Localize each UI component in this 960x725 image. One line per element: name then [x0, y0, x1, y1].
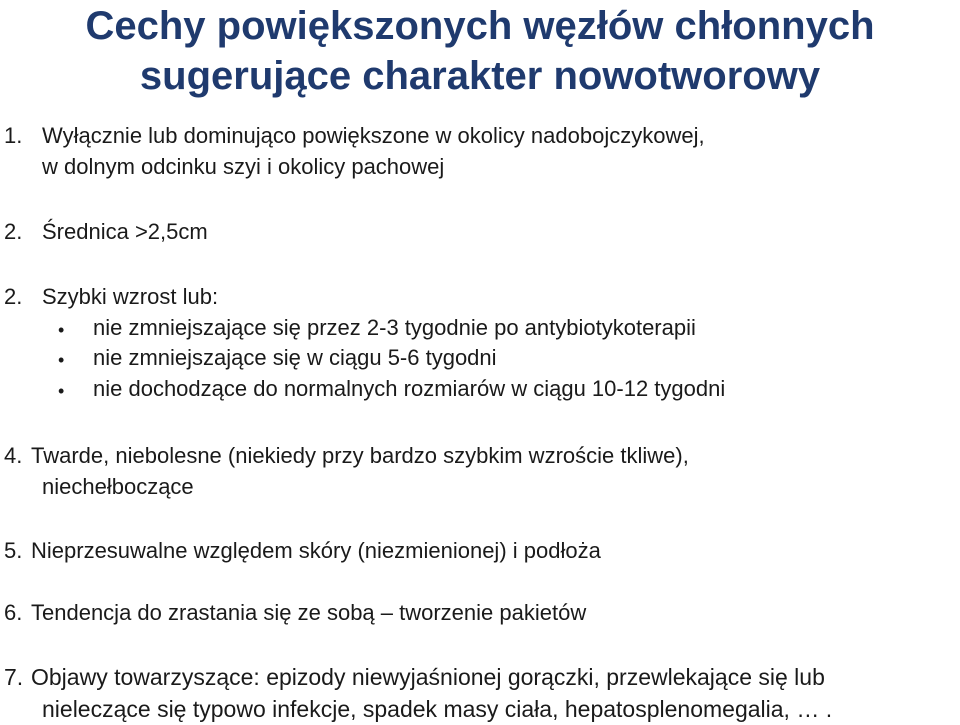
bullet-icon: • [58, 350, 65, 370]
item-number: 2. [4, 219, 23, 244]
item-number: 6. [4, 600, 23, 625]
item-text-line: Średnica >2,5cm [42, 219, 208, 244]
bullet-text: nie dochodzące do normalnych rozmiarów w ciągu 10-12 tygodni [93, 376, 726, 401]
item-text-line: Szybki wzrost lub: [42, 284, 219, 309]
item-text-line: nieleczące się typowo infekcje, spadek masy ciała, hepatosplenomegalia, … . [42, 696, 833, 722]
item-text-line: niechełboczące [42, 474, 194, 499]
item-text-line: Twarde, niebolesne (niekiedy przy bardzo szybkim wzroście tkliwe), [31, 443, 689, 468]
bullet-text: nie zmniejszające się w ciągu 5-6 tygodni [93, 345, 497, 370]
item-text-line: Objawy towarzyszące: epizody niewyjaśnionej gorączki, przewlekające się lub [31, 664, 825, 690]
item-number: 5. [4, 538, 23, 563]
item-text-line: Tendencja do zrastania się ze sobą – tworzenie pakietów [31, 600, 587, 625]
item-text-line: w dolnym odcinku szyi i okolicy pachowej [42, 154, 445, 179]
bullet-text: nie zmniejszające się przez 2-3 tygodnie po antybiotykoterapii [93, 315, 696, 340]
item-number: 1. [4, 123, 23, 148]
item-number: 7. [4, 664, 24, 690]
item-text-line: Nieprzesuwalne względem skóry (niezmienionej) i podłoża [31, 538, 601, 563]
item-number: 2. [4, 284, 23, 309]
bullet-icon: • [58, 381, 65, 401]
bullet-icon: • [58, 320, 65, 340]
slide-title-line-1: Cechy powiększonych węzłów chłonnych [85, 4, 875, 48]
item-number: 4. [4, 443, 23, 468]
slide-title-line-2: sugerujące charakter nowotworowy [139, 54, 821, 98]
item-text-line: Wyłącznie lub dominująco powiększone w okolicy nadobojczykowej, [42, 123, 705, 148]
